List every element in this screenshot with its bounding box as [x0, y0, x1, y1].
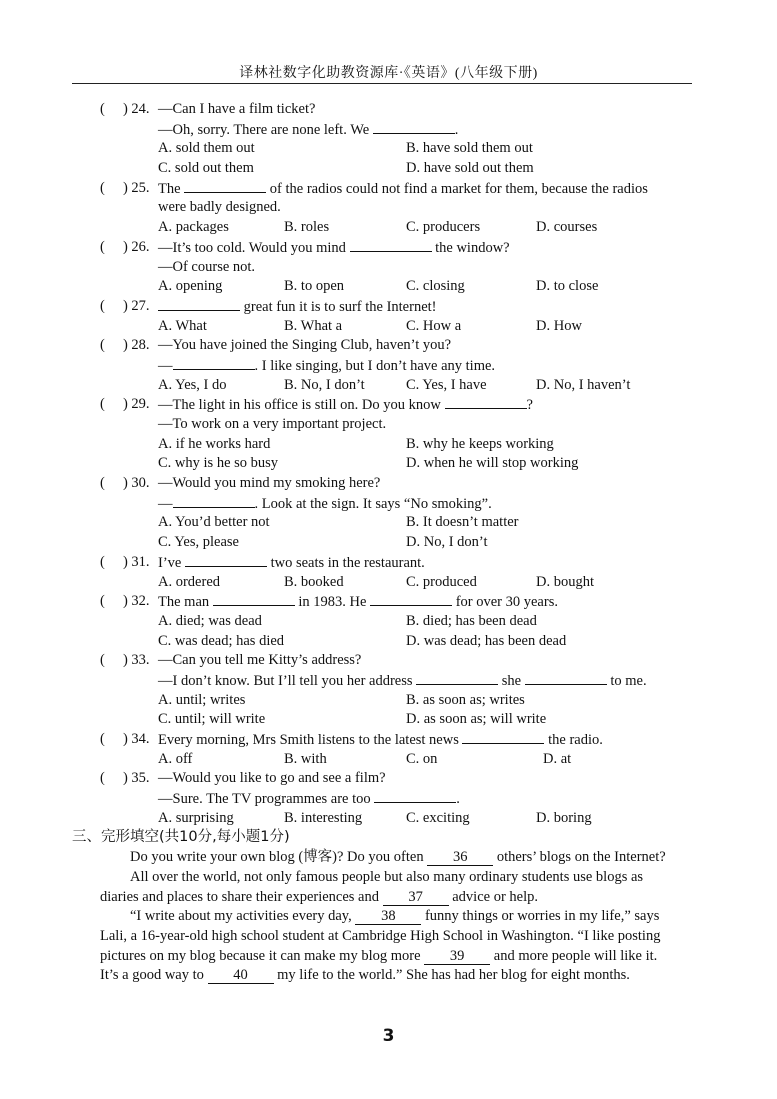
text-run: The man [158, 594, 213, 611]
text-run: the radio. [544, 732, 603, 748]
question-line [72, 198, 702, 218]
answer-blank [158, 297, 240, 311]
question-text [158, 356, 495, 377]
option-row [72, 533, 702, 553]
answer-bracket[interactable]: ( ) 32. [100, 593, 150, 610]
answer-blank [173, 494, 255, 508]
answer-bracket[interactable]: ( ) 29. [100, 396, 150, 413]
option-choice[interactable]: C. producers [406, 219, 481, 236]
text-run: — [158, 357, 173, 374]
question-text [158, 100, 315, 120]
option-choice[interactable]: A. if he works hard [158, 435, 271, 452]
question-text [158, 297, 437, 318]
question-stem [72, 592, 702, 612]
cloze-blank[interactable]: 40 [208, 968, 274, 984]
option-choice[interactable]: D. when he will stop working [406, 455, 579, 472]
text-run: — [158, 495, 173, 512]
answer-blank [173, 356, 255, 370]
question-stem [72, 100, 702, 120]
passage-line [72, 868, 702, 888]
answer-blank [350, 238, 432, 252]
answer-bracket[interactable]: ( ) 27. [100, 297, 150, 314]
answer-blank [445, 395, 527, 409]
question-text [158, 553, 425, 574]
answer-bracket[interactable]: ( ) 26. [100, 238, 150, 255]
section-title: 三、完形填空(共10分,每小题1分) [72, 829, 290, 846]
option-choice[interactable]: D. No, I haven’t [536, 376, 631, 393]
text-run: the window? [431, 239, 510, 256]
text-run: Lali, a 16-year-old high school student at Cambridge High School in Washington. “I like posting [100, 927, 661, 944]
option-row [72, 139, 702, 159]
question-stem [72, 553, 702, 573]
text-run: “I write about my activities every day, [130, 908, 356, 925]
text-run: Every morning, Mrs Smith listens to the latest news [158, 732, 463, 748]
option-choice[interactable]: A. opening [158, 278, 223, 295]
text-run: funny things or worries in my life,” says [421, 908, 660, 925]
answer-blank [462, 730, 544, 744]
answer-blank [416, 671, 498, 685]
question-text [158, 415, 386, 435]
option-choice[interactable]: D. courses [536, 219, 598, 236]
option-choice[interactable]: C. on [406, 750, 438, 767]
answer-bracket[interactable]: ( ) 25. [100, 179, 150, 196]
section-title-line [72, 828, 702, 848]
text-run: Do you write your own blog (博客)? Do you often [130, 849, 428, 866]
text-run: . [456, 791, 460, 808]
option-choice[interactable]: D. was dead; has been dead [406, 632, 567, 649]
option-choice[interactable]: C. How a [406, 317, 462, 334]
option-choice[interactable]: D. How [536, 317, 582, 334]
text-run: —Would you mind my smoking here? [158, 475, 381, 492]
option-row [72, 750, 702, 770]
text-run: —Of course not. [158, 258, 256, 275]
header-divider [72, 83, 692, 84]
option-row [72, 612, 702, 632]
question-list [72, 100, 702, 986]
answer-bracket[interactable]: ( ) 34. [100, 731, 150, 747]
passage-line [72, 966, 702, 986]
question-line [72, 120, 702, 140]
option-choice[interactable]: B. as soon as; writes [406, 691, 525, 708]
question-line [72, 356, 702, 376]
passage-line [72, 947, 702, 967]
question-line [72, 671, 702, 691]
text-run: —Can I have a film ticket? [158, 101, 316, 117]
text-run: —Would you like to go and see a film? [158, 770, 386, 787]
option-choice[interactable]: B. died; has been dead [406, 612, 537, 629]
passage-line [72, 927, 702, 947]
question-text [158, 769, 386, 789]
option-choice[interactable]: D. as soon as; will write [406, 711, 547, 728]
text-run: —Sure. The TV programmes are too [158, 791, 375, 808]
text-run: she [498, 672, 525, 689]
option-choice[interactable]: D. have sold out them [406, 160, 534, 177]
text-run: . I like singing, but I don’t have any time. [254, 357, 496, 374]
passage-text [100, 966, 630, 986]
option-choice[interactable]: A. died; was dead [158, 612, 262, 629]
option-choice[interactable]: A. sold them out [158, 140, 255, 157]
option-row [72, 513, 702, 533]
question-stem [72, 769, 702, 789]
text-run: were badly designed. [158, 199, 281, 216]
passage-text [100, 947, 657, 967]
question-stem [72, 336, 702, 356]
option-row [72, 277, 702, 297]
option-choice[interactable]: B. booked [284, 573, 344, 590]
option-choice[interactable]: A. packages [158, 219, 229, 236]
text-run: diaries and places to share their experiences and [100, 888, 383, 905]
option-row [72, 809, 702, 829]
option-choice[interactable]: D. bought [536, 573, 594, 590]
option-row [72, 632, 702, 652]
answer-blank [374, 789, 456, 803]
answer-blank [370, 592, 452, 606]
option-row [72, 159, 702, 179]
question-stem [72, 474, 702, 494]
question-stem [72, 238, 702, 258]
cloze-blank[interactable]: 39 [424, 949, 490, 965]
text-run: pictures on my blog because it can make my blog more [100, 947, 425, 964]
question-text [158, 730, 603, 751]
option-choice[interactable]: B. have sold them out [406, 140, 533, 157]
option-choice[interactable]: A. What [158, 317, 207, 334]
answer-blank [213, 592, 295, 606]
question-text [158, 395, 533, 416]
text-run: in 1983. He [294, 594, 371, 611]
question-text [158, 238, 510, 259]
cloze-blank[interactable]: 36 [427, 850, 493, 866]
text-run: The [158, 180, 185, 197]
passage-line [72, 888, 702, 908]
question-text [158, 198, 281, 218]
text-run: —To work on a very important project. [158, 416, 387, 432]
answer-bracket[interactable]: ( ) 30. [100, 475, 150, 492]
option-choice[interactable]: D. boring [536, 809, 592, 826]
option-choice[interactable]: B. No, I don’t [284, 376, 365, 393]
option-choice[interactable]: C. why is he so busy [158, 455, 279, 472]
option-choice[interactable]: C. exciting [406, 809, 470, 826]
option-choice[interactable]: B. roles [284, 219, 330, 236]
option-row [72, 317, 702, 337]
option-row [72, 691, 702, 711]
answer-bracket[interactable]: ( ) 35. [100, 770, 150, 787]
text-run: —The light in his office is still on. Do you know [158, 397, 445, 414]
answer-blank [373, 120, 455, 134]
text-run: great fun it is to surf the Internet! [240, 298, 437, 315]
option-choice[interactable]: B. to open [284, 278, 345, 295]
option-choice[interactable]: A. surprising [158, 809, 234, 826]
text-run: advice or help. [448, 888, 539, 905]
question-stem [72, 651, 702, 671]
text-run: two seats in the restaurant. [266, 554, 425, 571]
option-choice[interactable]: B. It doesn’t matter [406, 514, 519, 531]
passage-line [72, 848, 702, 868]
text-run: . Look at the sign. It says “No smoking”. [254, 495, 492, 512]
question-line [72, 789, 702, 809]
question-text [158, 651, 361, 671]
passage-text [130, 868, 643, 888]
text-run: for over 30 years. [452, 594, 558, 611]
option-choice[interactable]: D. to close [536, 278, 599, 295]
option-row [72, 376, 702, 396]
text-run: . [454, 121, 459, 138]
option-choice[interactable]: C. until; will write [158, 711, 266, 728]
option-choice[interactable]: C. Yes, I have [406, 376, 487, 393]
option-choice[interactable]: A. You’d better not [158, 514, 270, 531]
question-line [72, 258, 702, 278]
option-choice[interactable]: A. until; writes [158, 691, 246, 708]
text-run: ? [526, 397, 533, 414]
option-choice[interactable]: C. produced [406, 573, 477, 590]
text-run: of the radios could not find a market for them, because the radios [266, 180, 648, 197]
text-run: All over the world, not only famous people but also many ordinary students use blogs as [130, 868, 644, 885]
option-choice[interactable]: D. at [543, 750, 572, 767]
option-choice[interactable]: C. sold out them [158, 160, 254, 177]
text-run: I’ve [158, 554, 185, 571]
option-row [72, 573, 702, 593]
text-run: —You have joined the Singing Club, haven’t you? [158, 337, 452, 354]
answer-bracket[interactable]: ( ) 24. [100, 101, 150, 117]
question-text [158, 258, 255, 278]
option-choice[interactable]: B. why he keeps working [406, 435, 554, 452]
option-choice[interactable]: C. closing [406, 278, 465, 295]
answer-blank [184, 179, 266, 193]
question-text [158, 494, 492, 515]
question-line [72, 415, 702, 435]
question-text [158, 120, 458, 141]
option-row [72, 218, 702, 238]
option-choice[interactable]: D. No, I don’t [406, 534, 488, 551]
text-run: to me. [606, 672, 647, 689]
passage-text [130, 907, 659, 927]
answer-bracket[interactable]: ( ) 31. [100, 553, 150, 570]
option-row [72, 454, 702, 474]
question-line [72, 494, 702, 514]
option-row [72, 435, 702, 455]
option-choice[interactable]: C. Yes, please [158, 534, 239, 551]
question-text [158, 179, 648, 200]
text-run: others’ blogs on the Internet? [493, 849, 666, 866]
question-text [158, 671, 647, 692]
question-text [158, 336, 451, 356]
text-run: It’s a good way to [100, 967, 208, 984]
page-header: 译林社数字化助教资源库·《英语》(八年级下册) [239, 66, 538, 81]
text-run: —Can you tell me Kitty’s address? [158, 652, 362, 669]
passage-text [100, 927, 660, 947]
passage-text [100, 888, 538, 908]
question-stem [72, 730, 702, 750]
option-row [72, 710, 702, 730]
question-text [158, 474, 380, 494]
text-run: —Oh, sorry. There are none left. We [158, 121, 373, 138]
option-choice[interactable]: C. was dead; has died [158, 632, 285, 649]
question-text [158, 592, 558, 613]
passage-line [72, 907, 702, 927]
text-run: —It’s too cold. Would you mind [158, 239, 350, 256]
question-stem [72, 179, 702, 199]
option-choice[interactable]: B. with [284, 750, 327, 767]
cloze-blank[interactable]: 37 [383, 890, 449, 906]
answer-blank [525, 671, 607, 685]
answer-blank [185, 553, 267, 567]
option-choice[interactable]: A. off [158, 750, 193, 767]
option-choice[interactable]: B. interesting [284, 809, 363, 826]
option-choice[interactable]: A. Yes, I do [158, 376, 227, 393]
option-choice[interactable]: A. ordered [158, 573, 221, 590]
cloze-blank[interactable]: 38 [355, 909, 421, 925]
question-stem [72, 395, 702, 415]
text-run: my life to the world.” She has had her blog for eight months. [273, 967, 630, 984]
text-run: and more people will like it. [490, 947, 658, 964]
text-run: —I don’t know. But I’ll tell you her address [158, 672, 417, 689]
option-choice[interactable]: B. What a [284, 317, 343, 334]
passage-text [130, 848, 666, 868]
question-text [158, 789, 460, 810]
answer-bracket[interactable]: ( ) 33. [100, 652, 150, 669]
page-number: 3 [382, 1026, 395, 1046]
answer-bracket[interactable]: ( ) 28. [100, 337, 150, 354]
question-stem [72, 297, 702, 317]
